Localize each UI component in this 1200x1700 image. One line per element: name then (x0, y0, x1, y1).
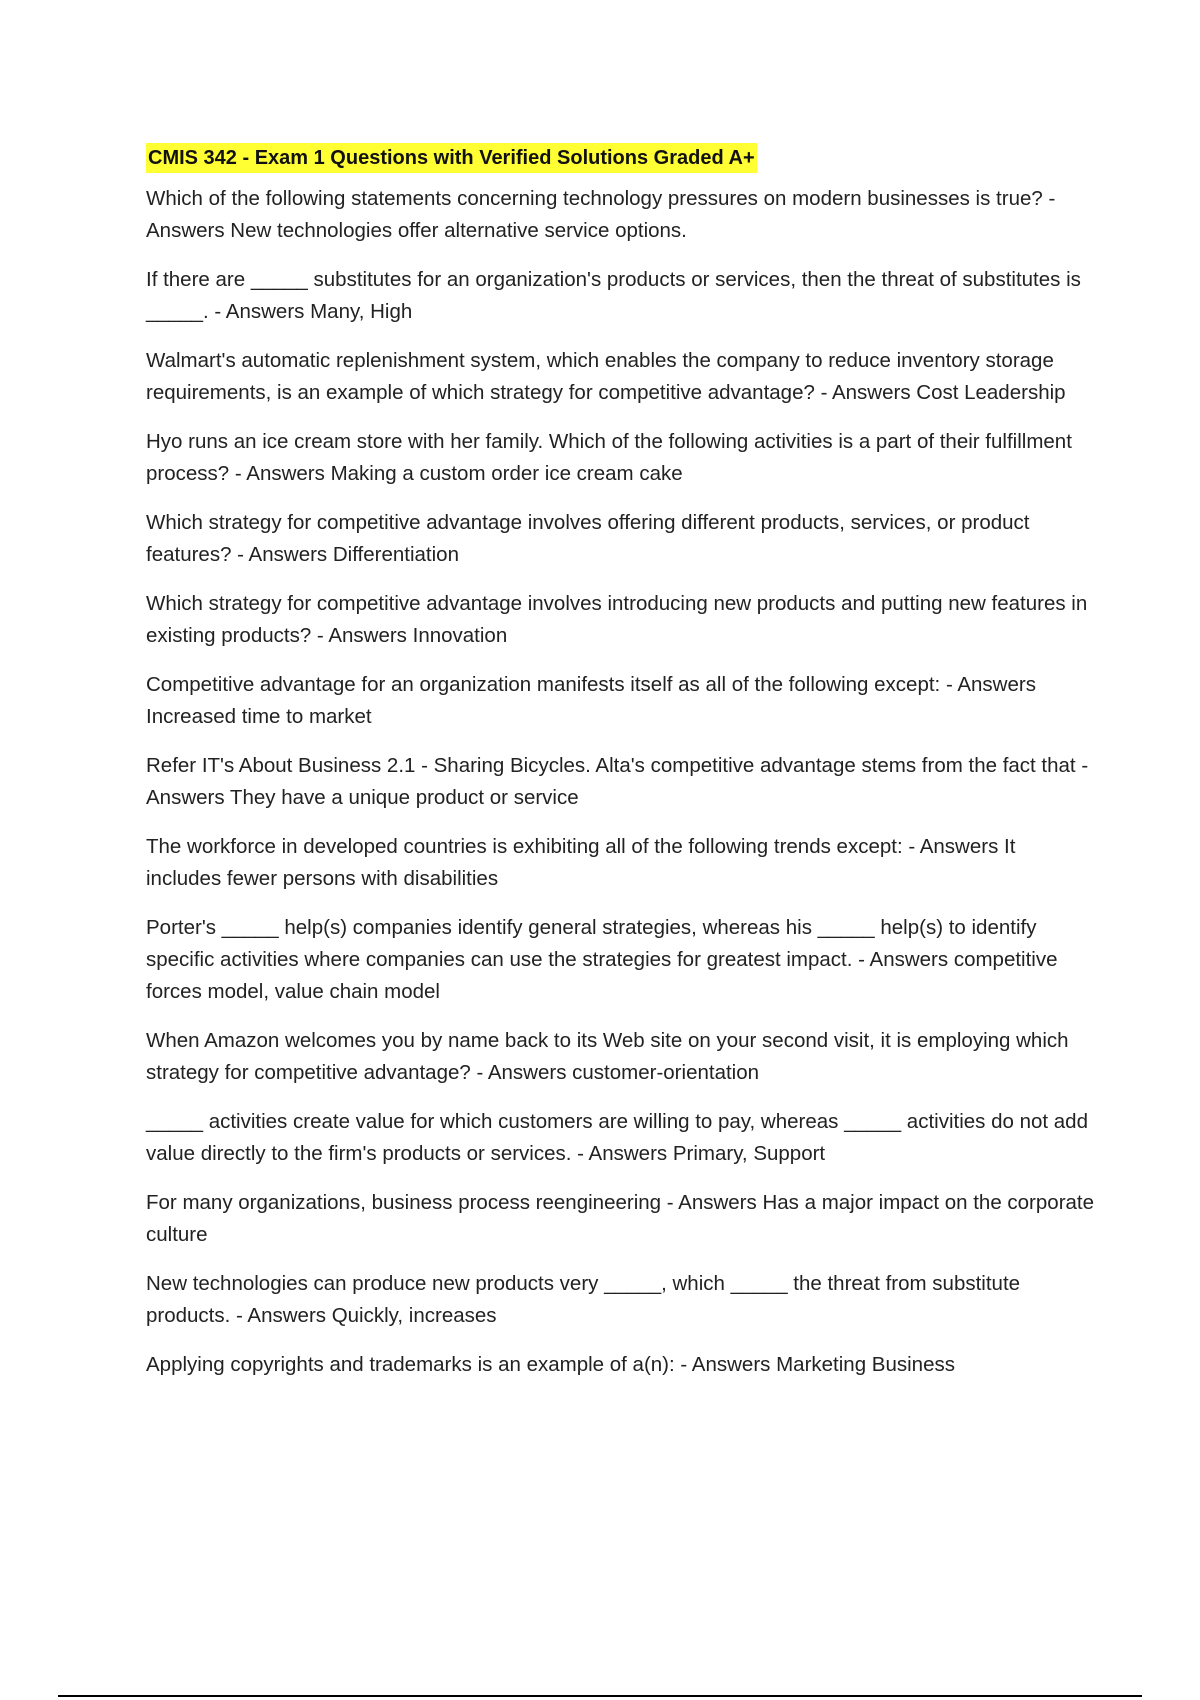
qa-item-9: The workforce in developed countries is exhibiting all of the following trends except: - Answers It includes fewer persons with disabilities (146, 835, 1016, 890)
qa-item-12: _____ activities create value for which customers are willing to pay, whereas _____ activities do not add value directly to the firm's products or services. - Answers Primary, Support (146, 1110, 1088, 1165)
qa-item-4: Hyo runs an ice cream store with her family. Which of the following activities is a part of their fulfillment process? - Answers Making a custom order ice cream cake (146, 430, 1072, 485)
qa-item-13: For many organizations, business process reengineering - Answers Has a major impact on the corporate culture (146, 1191, 1095, 1246)
qa-item-6: Which strategy for competitive advantage involves introducing new products and putting new features in existing products? - Answers Innovation (146, 592, 1088, 647)
qa-item-11: When Amazon welcomes you by name back to its Web site on your second visit, it is employing which strategy for competitive advantage? - Answers customer-orientation (146, 1029, 1069, 1084)
qa-item-7: Competitive advantage for an organization manifests itself as all of the following except: - Answers Increased time to market (146, 673, 1036, 728)
qa-item-14: New technologies can produce new products very _____, which _____ the threat from substitute products. - Answers Quickly, increases (146, 1272, 1021, 1327)
qa-item-2: If there are _____ substitutes for an organization's products or services, then the threat of substitutes is _____. - Answers Many, High (146, 268, 1081, 323)
qa-item-1: Which of the following statements concerning technology pressures on modern businesses is true? - Answers New technologies offer alternative service options. (146, 187, 1056, 242)
qa-item-8: Refer IT's About Business 2.1 - Sharing Bicycles. Alta's competitive advantage stems from the fact that - Answers They have a unique product or service (146, 754, 1089, 809)
qa-item-15: Applying copyrights and trademarks is an example of a(n): - Answers Marketing Business (146, 1353, 955, 1376)
qa-item-3: Walmart's automatic replenishment system, which enables the company to reduce inventory storage requirements, is an example of which strategy for competitive advantage? - Answers Cost Leadership (146, 349, 1066, 404)
document-content (146, 143, 1096, 1398)
qa-item-5: Which strategy for competitive advantage involves offering different products, services, or product features? - Answers Differentiation (146, 511, 1030, 566)
qa-item-10: Porter's _____ help(s) companies identify general strategies, whereas his _____ help(s) to identify specific activities where companies can use the strategies for greatest impact. - Answers competitive forces model, value chain model (146, 916, 1058, 1003)
footer-divider (58, 1695, 1142, 1697)
document-title: CMIS 342 - Exam 1 Questions with Verified Solutions Graded A+ (146, 143, 757, 173)
